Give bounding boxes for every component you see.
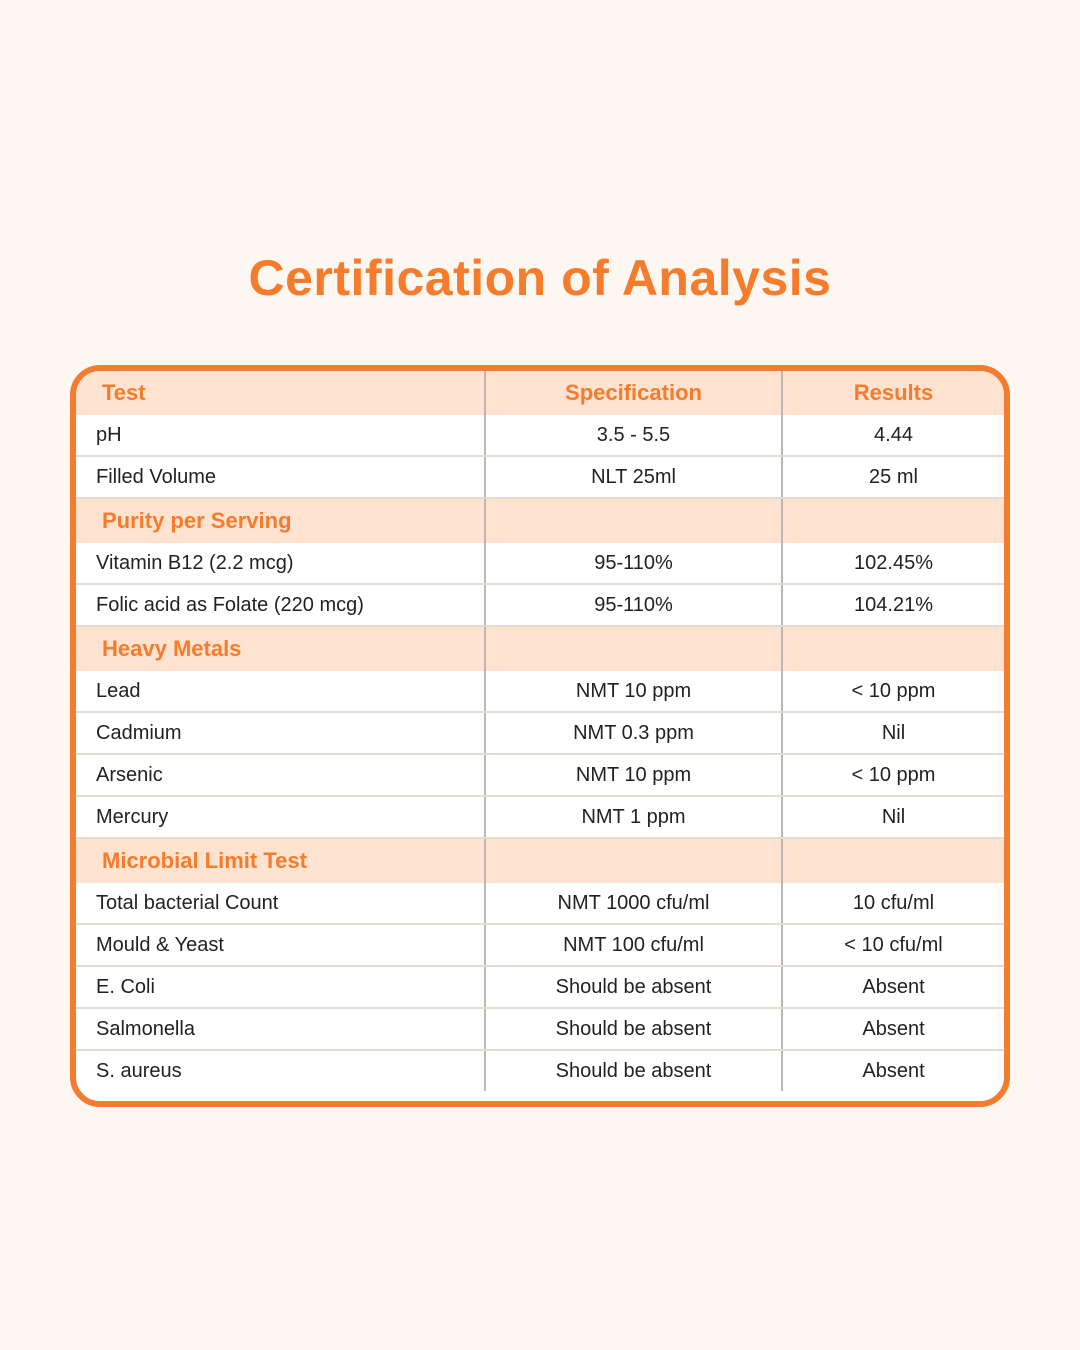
section-empty-cell [485, 838, 782, 883]
test-name-cell: Salmonella [76, 1008, 485, 1050]
test-name-cell: S. aureus [96, 1059, 182, 1082]
table-row [76, 456, 1004, 498]
section-header-row [76, 838, 1004, 883]
column-header-test: Test [76, 371, 485, 415]
section-label: Purity per Serving [76, 498, 485, 543]
specification-cell: NLT 25ml [485, 456, 782, 498]
analysis-table-frame [70, 365, 1010, 1107]
specification-cell: NMT 10 ppm [485, 754, 782, 796]
result-cell: Absent [782, 1008, 1004, 1050]
specification-cell: Should be absent [485, 966, 782, 1008]
table-body [76, 415, 1004, 1091]
table-row [76, 924, 1004, 966]
analysis-table [76, 371, 1004, 1091]
specification-cell: NMT 1000 cfu/ml [485, 883, 782, 924]
section-empty-cell [782, 838, 1004, 883]
result-cell: Absent [782, 1050, 1004, 1091]
section-empty-cell [782, 626, 1004, 671]
table-row [76, 1050, 1004, 1091]
table-row [76, 584, 1004, 626]
table-row [76, 712, 1004, 754]
test-name-cell: Mercury [76, 796, 485, 838]
result-cell: 102.45% [782, 543, 1004, 584]
result-cell: Nil [782, 712, 1004, 754]
test-name-cell: Arsenic [76, 754, 485, 796]
specification-cell: 3.5 - 5.5 [485, 415, 782, 456]
section-empty-cell [485, 626, 782, 671]
section-empty-cell [782, 498, 1004, 543]
result-cell: 25 ml [782, 456, 1004, 498]
test-name-cell: Filled Volume [76, 456, 485, 498]
section-header-row [76, 626, 1004, 671]
table-row [76, 415, 1004, 456]
column-header-results: Results [782, 371, 1004, 415]
section-empty-cell [485, 498, 782, 543]
result-cell: < 10 ppm [782, 671, 1004, 712]
page-title: Certification of Analysis [248, 250, 832, 306]
specification-cell: Should be absent [485, 1008, 782, 1050]
test-name-cell: Cadmium [76, 712, 485, 754]
test-name-cell: Folic acid as Folate (220 mcg) [76, 584, 485, 626]
specification-cell: 95-110% [485, 543, 782, 584]
test-name-cell: pH [76, 415, 485, 456]
result-cell: < 10 ppm [782, 754, 1004, 796]
result-cell: 4.44 [782, 415, 1004, 456]
table-row [76, 671, 1004, 712]
result-cell: 10 cfu/ml [782, 883, 1004, 924]
table-row [76, 754, 1004, 796]
result-cell: Absent [782, 966, 1004, 1008]
table-row [76, 543, 1004, 584]
table-row [76, 883, 1004, 924]
test-name-cell: Lead [76, 671, 485, 712]
column-header-specification: Specification [485, 371, 782, 415]
table-row [76, 1008, 1004, 1050]
table-row [76, 796, 1004, 838]
section-header-row [76, 498, 1004, 543]
result-cell: 104.21% [782, 584, 1004, 626]
result-cell: < 10 cfu/ml [782, 924, 1004, 966]
section-label: Heavy Metals [76, 626, 485, 671]
result-cell: Nil [782, 796, 1004, 838]
specification-cell: 95-110% [485, 584, 782, 626]
section-label: Microbial Limit Test [76, 838, 485, 883]
test-name-cell: E. Coli [76, 966, 485, 1008]
specification-cell: NMT 1 ppm [485, 796, 782, 838]
specification-cell: NMT 0.3 ppm [485, 712, 782, 754]
specification-cell: NMT 100 cfu/ml [485, 924, 782, 966]
test-name-cell: Total bacterial Count [76, 883, 485, 924]
specification-cell: NMT 10 ppm [485, 671, 782, 712]
specification-cell: Should be absent [485, 1050, 782, 1091]
table-header-row [76, 371, 1004, 415]
test-name-cell: Mould & Yeast [76, 924, 485, 966]
table-row [76, 966, 1004, 1008]
test-name-cell: Vitamin B12 (2.2 mcg) [76, 543, 485, 584]
